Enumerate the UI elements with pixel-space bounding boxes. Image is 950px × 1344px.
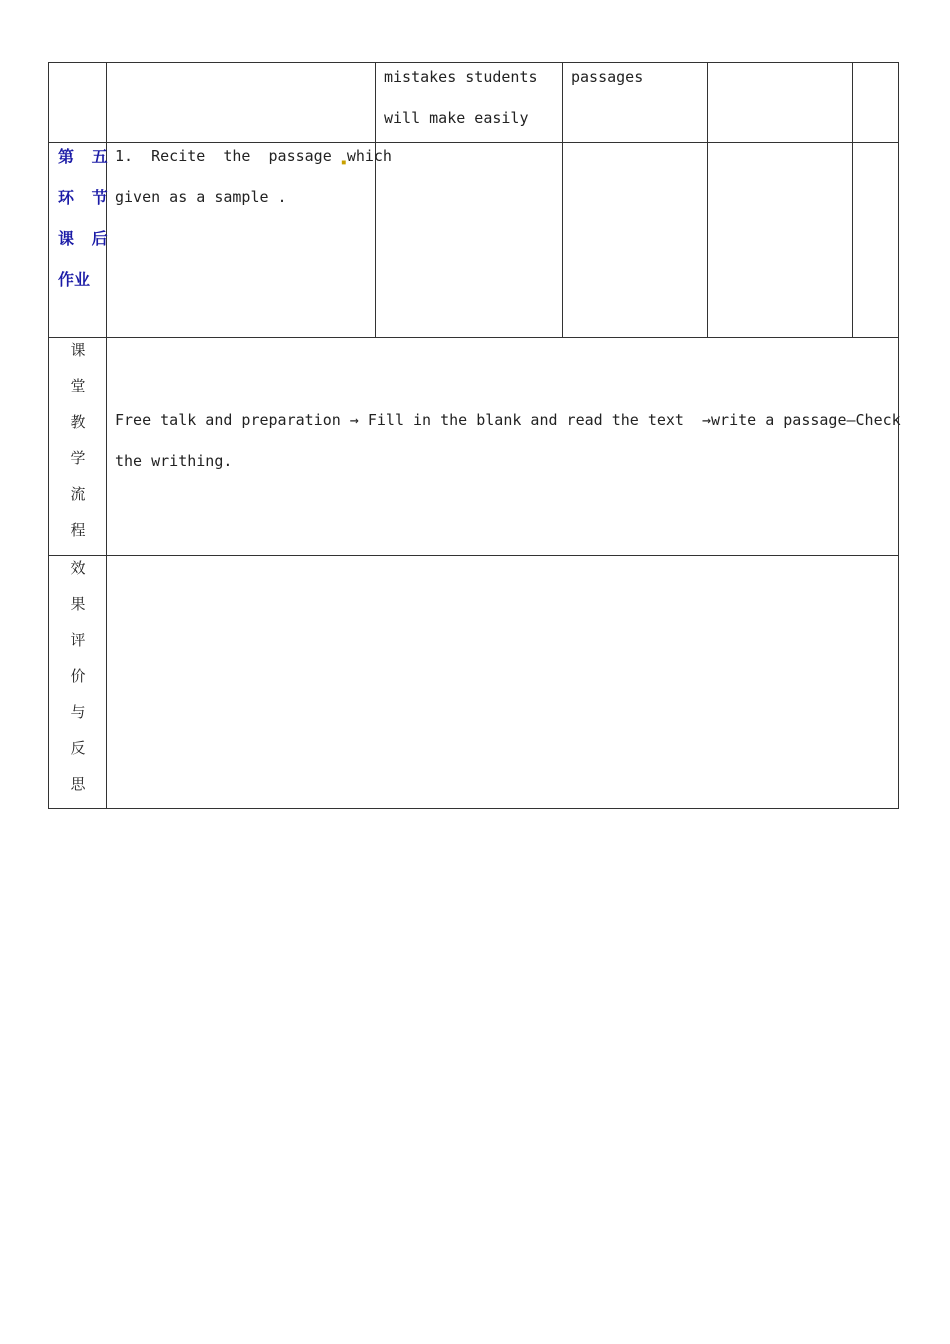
row3-content-line1: Free talk and preparation → Fill in the blank and read the text →write a passage—Check — [115, 411, 901, 429]
row1-col3-line1: mistakes students — [384, 68, 538, 86]
row2-content-line1 — [115, 136, 392, 183]
column-divider — [375, 63, 376, 337]
row2-content-line2: given as a sample . — [115, 188, 287, 206]
row1-col3-line2: will make easily — [384, 109, 529, 127]
row4-label-char: 反 — [70, 739, 86, 757]
row-divider — [49, 555, 898, 556]
lesson-plan-table — [48, 62, 899, 809]
row4-label-char: 价 — [70, 667, 86, 685]
row4-label-char: 评 — [70, 631, 86, 649]
row3-content-line2: the writhing. — [115, 452, 233, 470]
row3-label-char: 教 — [70, 413, 86, 431]
row-divider — [49, 337, 898, 338]
row4-label-char: 果 — [70, 595, 86, 613]
anchor-mark-icon: ▪ — [340, 157, 347, 168]
row2-content-line1-prefix: 1. Recite the passage — [115, 147, 341, 165]
row4-label-char: 思 — [70, 775, 86, 793]
row3-label — [50, 332, 106, 548]
row2-label-line4: 作业 — [58, 270, 91, 289]
column-divider — [562, 63, 563, 337]
row2-content-line1-suffix: which — [346, 147, 392, 165]
row3-label-char: 流 — [70, 485, 86, 503]
row4-label-char: 效 — [70, 559, 86, 577]
row3-label-char: 学 — [70, 449, 86, 467]
row3-label-char: 程 — [70, 521, 86, 539]
row2-label-line3: 课 后 — [58, 229, 114, 248]
row4-label — [50, 550, 106, 802]
column-divider — [707, 63, 708, 337]
row2-label-line1: 第 五 — [58, 147, 114, 166]
column-divider — [852, 63, 853, 337]
row4-label-char: 与 — [70, 703, 86, 721]
row1-col4-text: passages — [571, 68, 644, 86]
row3-label-char: 堂 — [70, 377, 86, 395]
row3-label-char: 课 — [70, 341, 86, 359]
row2-label-line2: 环 节 — [58, 188, 114, 207]
